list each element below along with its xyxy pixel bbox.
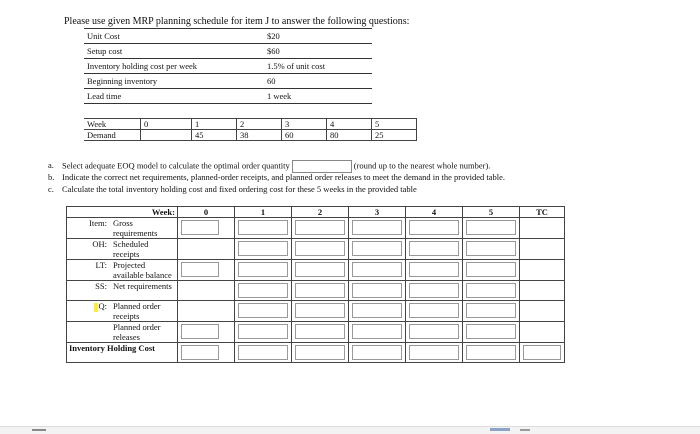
input-cell[interactable] — [352, 241, 402, 256]
param-key: Beginning inventory — [87, 76, 158, 86]
question-tail: (round up to the nearest whole number). — [353, 160, 491, 171]
param-row — [84, 44, 372, 59]
row-label: Scheduled receipts — [111, 239, 178, 260]
input-cell[interactable] — [466, 324, 516, 339]
input-cell[interactable] — [409, 241, 459, 256]
input-cell[interactable] — [409, 220, 459, 235]
input-cell[interactable] — [295, 283, 345, 298]
period-header: 2 — [292, 207, 349, 218]
input-cell[interactable] — [409, 345, 459, 360]
input-cell[interactable] — [181, 345, 219, 360]
week-cell: 4 — [327, 119, 372, 130]
input-cell[interactable] — [409, 262, 459, 277]
intro-text: Please use given MRP planning schedule for item J to answer the following questions: — [64, 16, 410, 27]
mrp-row — [67, 301, 565, 322]
input-cell[interactable] — [352, 262, 402, 277]
demand-table — [84, 118, 417, 141]
input-cell[interactable] — [238, 303, 288, 318]
input-cell[interactable] — [238, 283, 288, 298]
row-label: Projected available balance — [111, 260, 178, 281]
highlight-marker — [94, 303, 98, 312]
question-label: b. — [48, 172, 55, 182]
mrp-header-row — [67, 207, 565, 218]
input-cell[interactable] — [466, 345, 516, 360]
tc-input-cell[interactable] — [523, 345, 561, 360]
input-cell[interactable] — [238, 345, 288, 360]
input-cell[interactable] — [466, 283, 516, 298]
input-cell[interactable] — [409, 303, 459, 318]
param-row — [84, 74, 372, 89]
demand-cell: 38 — [237, 130, 282, 141]
row-label: Gross requirements — [111, 218, 178, 239]
input-cell[interactable] — [352, 345, 402, 360]
question-label: c. — [48, 184, 54, 194]
demand-label: Demand — [84, 130, 141, 141]
input-cell[interactable] — [181, 262, 219, 277]
input-cell[interactable] — [352, 303, 402, 318]
param-key: Inventory holding cost per week — [87, 61, 197, 71]
param-key: Unit Cost — [87, 31, 120, 41]
holding-cost-label: Inventory Holding Cost — [67, 343, 178, 363]
week-label: Week — [84, 119, 141, 130]
param-row — [84, 29, 372, 44]
question-label: a. — [48, 160, 54, 171]
parameters-table — [84, 28, 372, 104]
week-cell: 3 — [282, 119, 327, 130]
week-cell: 5 — [372, 119, 417, 130]
input-cell[interactable] — [466, 220, 516, 235]
period-header: 4 — [406, 207, 463, 218]
period-header: 5 — [463, 207, 520, 218]
param-value: 60 — [267, 76, 276, 86]
input-cell[interactable] — [238, 324, 288, 339]
question-text: Calculate the total inventory holding cost and fixed ordering cost for these 5 weeks in the provided table — [62, 184, 417, 194]
param-row — [84, 59, 372, 74]
week-cell: 2 — [237, 119, 282, 130]
input-cell[interactable] — [295, 220, 345, 235]
lt-label: LT: — [67, 260, 112, 281]
week-row — [84, 119, 417, 130]
input-cell[interactable] — [238, 262, 288, 277]
input-cell[interactable] — [352, 324, 402, 339]
row-label: Net requirements — [111, 281, 178, 301]
input-cell[interactable] — [295, 345, 345, 360]
item-label: Item: — [67, 218, 112, 239]
mrp-row — [67, 281, 565, 301]
demand-cell: 25 — [372, 130, 417, 141]
input-cell[interactable] — [181, 220, 219, 235]
row-label: Planned order releases — [111, 322, 178, 343]
demand-cell: 45 — [192, 130, 237, 141]
row-label: Planned order receipts — [111, 301, 178, 322]
param-key: Lead time — [87, 91, 122, 101]
period-header: 3 — [349, 207, 406, 218]
param-value: $60 — [267, 46, 280, 56]
question-c — [48, 184, 417, 194]
input-cell[interactable] — [181, 324, 219, 339]
demand-cell: 80 — [327, 130, 372, 141]
mrp-footer-row — [67, 343, 565, 363]
input-cell[interactable] — [409, 283, 459, 298]
mrp-row — [67, 322, 565, 343]
mrp-row — [67, 239, 565, 260]
tc-header: TC — [520, 207, 565, 218]
question-text: Select adequate EOQ model to calculate the optimal order quantity — [62, 160, 290, 171]
input-cell[interactable] — [295, 262, 345, 277]
mrp-week-label: Week: — [111, 207, 178, 218]
mrp-row — [67, 260, 565, 281]
mrp-table — [66, 206, 565, 363]
q-label: Q: — [98, 301, 107, 311]
input-cell[interactable] — [409, 324, 459, 339]
week-cell: 1 — [192, 119, 237, 130]
input-cell[interactable] — [466, 303, 516, 318]
taskbar-indicator — [32, 429, 46, 431]
demand-cell — [141, 130, 192, 141]
param-value: $20 — [267, 31, 280, 41]
oh-label: OH: — [67, 239, 112, 260]
taskbar-indicator — [520, 429, 530, 431]
week-cell: 0 — [141, 119, 192, 130]
input-cell[interactable] — [352, 220, 402, 235]
param-value: 1 week — [267, 91, 292, 101]
param-value: 1.5% of unit cost — [267, 61, 326, 71]
input-cell[interactable] — [238, 220, 288, 235]
param-row — [84, 89, 372, 104]
period-header: 0 — [178, 207, 235, 218]
input-cell[interactable] — [295, 324, 345, 339]
mrp-row — [67, 218, 565, 239]
input-cell[interactable] — [238, 241, 288, 256]
input-cell[interactable] — [352, 283, 402, 298]
question-b — [48, 172, 505, 182]
param-key: Setup cost — [87, 46, 123, 56]
ss-label: SS: — [67, 281, 112, 301]
period-header: 1 — [235, 207, 292, 218]
demand-cell: 60 — [282, 130, 327, 141]
input-cell[interactable] — [295, 303, 345, 318]
taskbar-indicator — [490, 428, 510, 431]
input-cell[interactable] — [295, 241, 345, 256]
question-text: Indicate the correct net requirements, planned-order receipts, and planned order releases to meet the demand in the provided table. — [62, 172, 505, 182]
demand-row — [84, 130, 417, 141]
input-cell[interactable] — [466, 241, 516, 256]
input-cell[interactable] — [466, 262, 516, 277]
